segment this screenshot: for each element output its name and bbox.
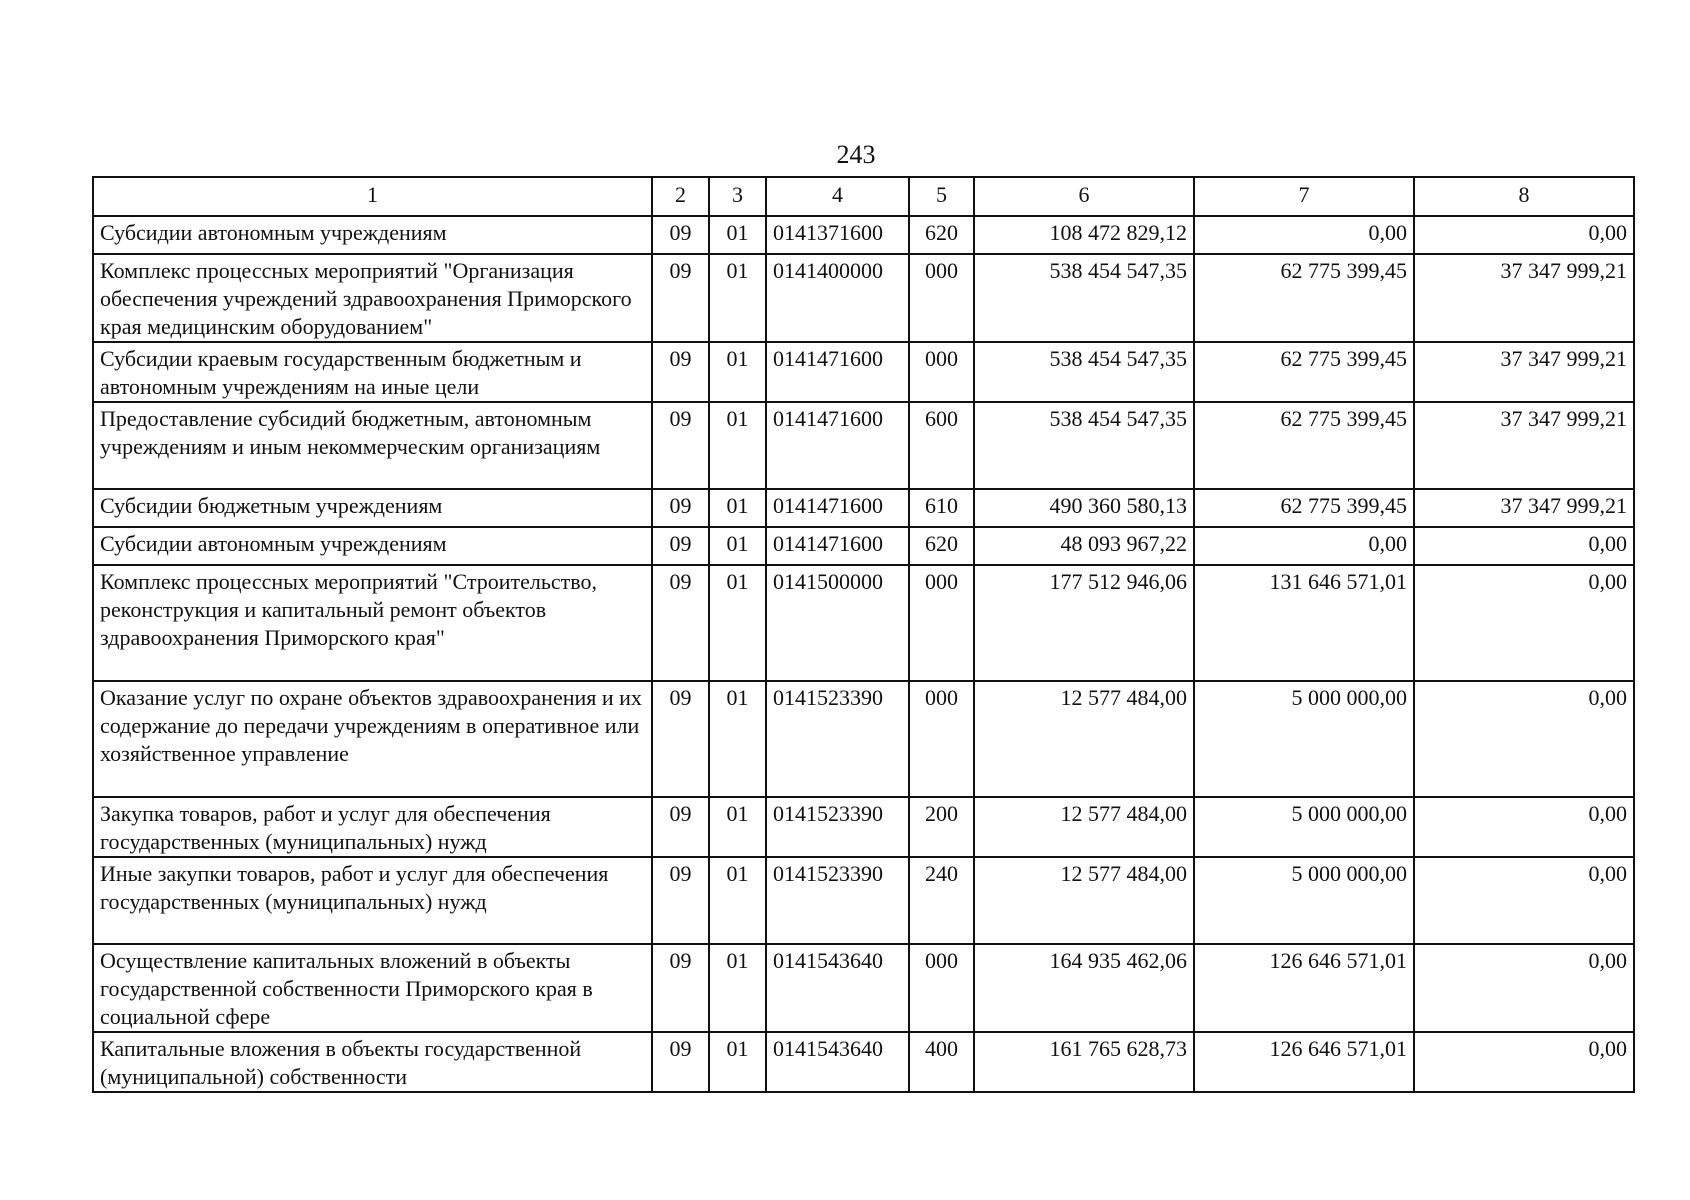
- section-code: 09: [652, 402, 709, 489]
- row-name: Субсидии бюджетным учреждениям: [93, 489, 652, 527]
- expense-type-code: 200: [909, 797, 974, 857]
- row-name: Субсидии автономным учреждениям: [93, 216, 652, 254]
- amount-col6: 48 093 967,22: [974, 527, 1194, 565]
- row-name: Капитальные вложения в объекты государственной (муниципальной) собственности: [93, 1032, 652, 1092]
- column-header: 2: [652, 177, 709, 216]
- section-code: 09: [652, 681, 709, 797]
- amount-col8: 0,00: [1414, 944, 1634, 1032]
- amount-col7: 5 000 000,00: [1194, 681, 1414, 797]
- column-header: 8: [1414, 177, 1634, 216]
- amount-col8: 0,00: [1414, 857, 1634, 944]
- table-row: [93, 797, 1634, 857]
- subsection-code: 01: [709, 216, 766, 254]
- section-code: 09: [652, 857, 709, 944]
- table-row: [93, 489, 1634, 527]
- page-number: 243: [836, 140, 876, 169]
- amount-col6: 164 935 462,06: [974, 944, 1194, 1032]
- expense-type-code: 600: [909, 402, 974, 489]
- amount-col6: 538 454 547,35: [974, 402, 1194, 489]
- amount-col8: 0,00: [1414, 1032, 1634, 1092]
- row-name: Комплекс процессных мероприятий "Строительство, реконструкция и капитальный ремонт объектов здравоохранения Приморского края": [93, 565, 652, 681]
- amount-col6: 12 577 484,00: [974, 797, 1194, 857]
- section-code: 09: [652, 797, 709, 857]
- table-row: [93, 681, 1634, 797]
- subsection-code: 01: [709, 681, 766, 797]
- subsection-code: 01: [709, 565, 766, 681]
- subsection-code: 01: [709, 857, 766, 944]
- column-header: 7: [1194, 177, 1414, 216]
- amount-col7: 126 646 571,01: [1194, 944, 1414, 1032]
- target-article-code: 0141471600: [766, 527, 909, 565]
- target-article-code: 0141400000: [766, 254, 909, 342]
- expense-type-code: 610: [909, 489, 974, 527]
- amount-col7: 126 646 571,01: [1194, 1032, 1414, 1092]
- table-row: [93, 254, 1634, 342]
- expense-type-code: 620: [909, 527, 974, 565]
- column-header: 5: [909, 177, 974, 216]
- row-name: Субсидии автономным учреждениям: [93, 527, 652, 565]
- budget-table: [92, 176, 1635, 1093]
- amount-col7: 5 000 000,00: [1194, 797, 1414, 857]
- amount-col7: 0,00: [1194, 527, 1414, 565]
- amount-col6: 177 512 946,06: [974, 565, 1194, 681]
- row-name: Закупка товаров, работ и услуг для обеспечения государственных (муниципальных) нужд: [93, 797, 652, 857]
- amount-col6: 12 577 484,00: [974, 681, 1194, 797]
- row-name: Субсидии краевым государственным бюджетным и автономным учреждениям на иные цели: [93, 342, 652, 402]
- amount-col7: 0,00: [1194, 216, 1414, 254]
- subsection-code: 01: [709, 489, 766, 527]
- amount-col7: 62 775 399,45: [1194, 402, 1414, 489]
- amount-col8: 0,00: [1414, 681, 1634, 797]
- amount-col8: 0,00: [1414, 216, 1634, 254]
- amount-col6: 12 577 484,00: [974, 857, 1194, 944]
- table-row: [93, 857, 1634, 944]
- column-header: 4: [766, 177, 909, 216]
- expense-type-code: 000: [909, 254, 974, 342]
- amount-col7: 62 775 399,45: [1194, 342, 1414, 402]
- subsection-code: 01: [709, 944, 766, 1032]
- target-article-code: 0141523390: [766, 681, 909, 797]
- section-code: 09: [652, 944, 709, 1032]
- table-row: [93, 565, 1634, 681]
- section-code: 09: [652, 1032, 709, 1092]
- column-header: 6: [974, 177, 1194, 216]
- row-name: Иные закупки товаров, работ и услуг для обеспечения государственных (муниципальных) нужд: [93, 857, 652, 944]
- expense-type-code: 400: [909, 1032, 974, 1092]
- amount-col8: 37 347 999,21: [1414, 254, 1634, 342]
- amount-col7: 131 646 571,01: [1194, 565, 1414, 681]
- target-article-code: 0141471600: [766, 342, 909, 402]
- expense-type-code: 000: [909, 342, 974, 402]
- column-header: 3: [709, 177, 766, 216]
- amount-col8: 0,00: [1414, 797, 1634, 857]
- column-header: 1: [93, 177, 652, 216]
- target-article-code: 0141543640: [766, 1032, 909, 1092]
- amount-col6: 161 765 628,73: [974, 1032, 1194, 1092]
- target-article-code: 0141543640: [766, 944, 909, 1032]
- amount-col8: 0,00: [1414, 565, 1634, 681]
- expense-type-code: 620: [909, 216, 974, 254]
- amount-col6: 108 472 829,12: [974, 216, 1194, 254]
- target-article-code: 0141471600: [766, 489, 909, 527]
- expense-type-code: 240: [909, 857, 974, 944]
- target-article-code: 0141371600: [766, 216, 909, 254]
- amount-col8: 0,00: [1414, 527, 1634, 565]
- section-code: 09: [652, 565, 709, 681]
- row-name: Осуществление капитальных вложений в объекты государственной собственности Приморского края в социальной сфере: [93, 944, 652, 1032]
- subsection-code: 01: [709, 402, 766, 489]
- amount-col8: 37 347 999,21: [1414, 342, 1634, 402]
- section-code: 09: [652, 489, 709, 527]
- subsection-code: 01: [709, 527, 766, 565]
- section-code: 09: [652, 342, 709, 402]
- expense-type-code: 000: [909, 681, 974, 797]
- table-row: [93, 1032, 1634, 1092]
- section-code: 09: [652, 254, 709, 342]
- table-row: [93, 527, 1634, 565]
- subsection-code: 01: [709, 254, 766, 342]
- target-article-code: 0141523390: [766, 797, 909, 857]
- amount-col6: 538 454 547,35: [974, 342, 1194, 402]
- table-row: [93, 944, 1634, 1032]
- amount-col7: 5 000 000,00: [1194, 857, 1414, 944]
- target-article-code: 0141500000: [766, 565, 909, 681]
- amount-col6: 538 454 547,35: [974, 254, 1194, 342]
- row-name: Оказание услуг по охране объектов здравоохранения и их содержание до передачи учреждениям в оперативное или хозяйственное управление: [93, 681, 652, 797]
- section-code: 09: [652, 527, 709, 565]
- amount-col6: 490 360 580,13: [974, 489, 1194, 527]
- expense-type-code: 000: [909, 944, 974, 1032]
- subsection-code: 01: [709, 1032, 766, 1092]
- subsection-code: 01: [709, 342, 766, 402]
- amount-col7: 62 775 399,45: [1194, 254, 1414, 342]
- section-code: 09: [652, 216, 709, 254]
- expense-type-code: 000: [909, 565, 974, 681]
- row-name: Комплекс процессных мероприятий "Организация обеспечения учреждений здравоохранения Приморского края медицинским оборудованием": [93, 254, 652, 342]
- table-row: [93, 216, 1634, 254]
- target-article-code: 0141523390: [766, 857, 909, 944]
- amount-col8: 37 347 999,21: [1414, 402, 1634, 489]
- table-row: [93, 342, 1634, 402]
- target-article-code: 0141471600: [766, 402, 909, 489]
- row-name: Предоставление субсидий бюджетным, автономным учреждениям и иным некоммерческим организациям: [93, 402, 652, 489]
- amount-col7: 62 775 399,45: [1194, 489, 1414, 527]
- table-row: [93, 402, 1634, 489]
- subsection-code: 01: [709, 797, 766, 857]
- header-row: [93, 177, 1634, 216]
- amount-col8: 37 347 999,21: [1414, 489, 1634, 527]
